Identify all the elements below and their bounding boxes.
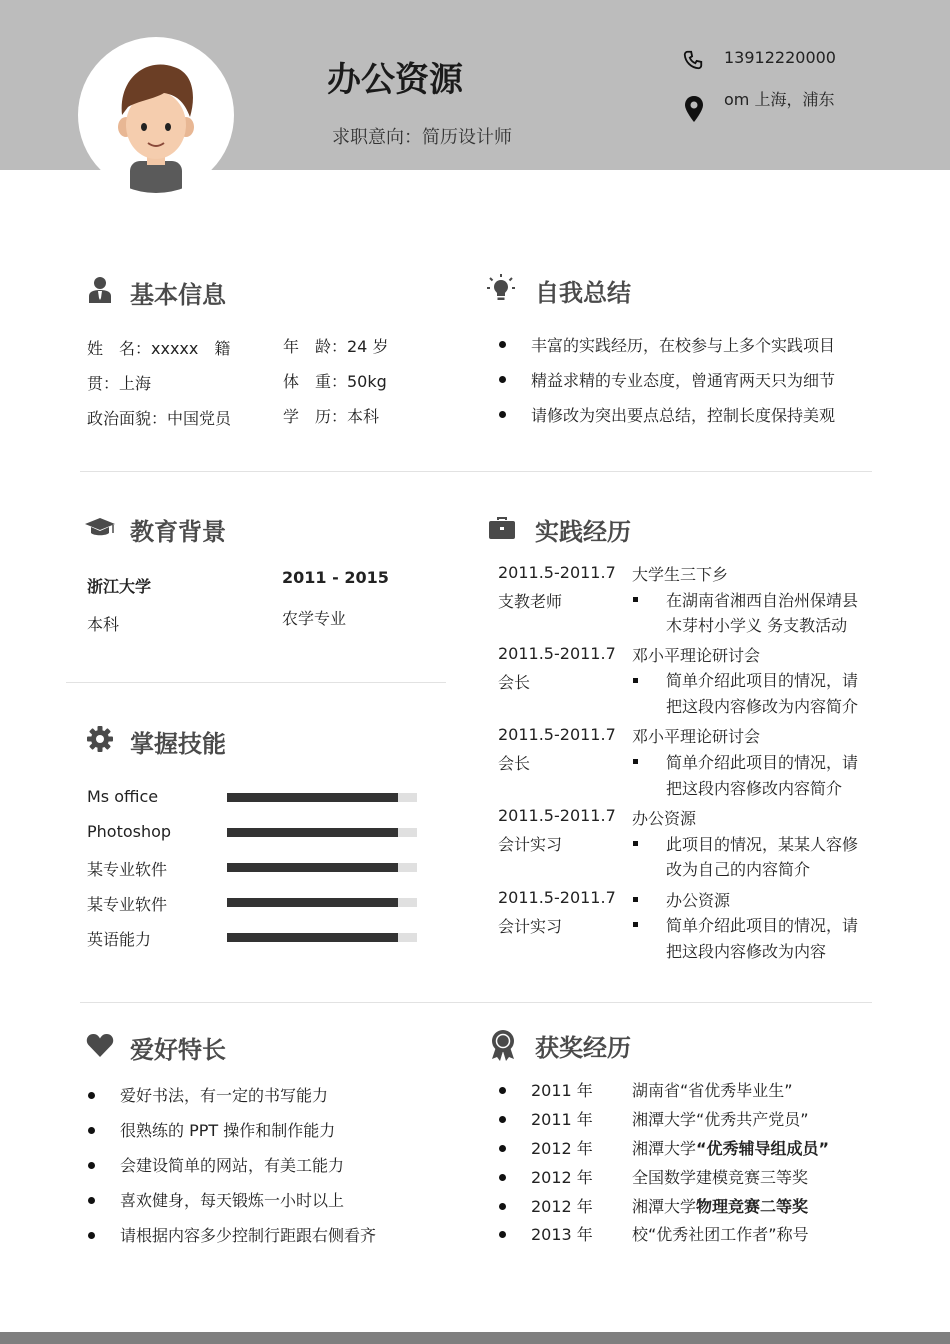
skill-name: 英语能力 (87, 930, 152, 949)
bullet-square (633, 922, 638, 927)
award-text-bold: “优秀辅导组成员” (696, 1139, 830, 1158)
bullet-dot (499, 1203, 506, 1210)
skill-bar-fill (227, 898, 398, 907)
bullet-dot (499, 341, 506, 348)
bullet-square (633, 678, 638, 683)
basic-degree: 学 历：本科 (283, 407, 380, 426)
basic-name-line: 姓 名：xxxxx 籍 (87, 339, 231, 358)
practice-date: 2011.5-2011.7 (498, 888, 616, 907)
award-year: 2011 年 (531, 1081, 593, 1100)
award-text-normal: 湘潭大学 (632, 1197, 697, 1216)
award-text-normal: 湘潭大学 (632, 1139, 697, 1158)
bullet-square (633, 759, 638, 764)
gear-icon (86, 725, 114, 753)
award-year: 2013 年 (531, 1225, 593, 1244)
practice-date: 2011.5-2011.7 (498, 563, 616, 582)
divider (66, 682, 446, 683)
bullet-dot (88, 1162, 95, 1169)
skill-bar-fill (227, 863, 398, 872)
hobby-item: 请根据内容多少控制行距跟右侧看齐 (120, 1226, 377, 1245)
award-text (632, 1136, 829, 1159)
section-title-practice: 实践经历 (535, 518, 631, 546)
award-medal-icon (489, 1029, 517, 1057)
skill-name: 某专业软件 (87, 895, 168, 914)
practice-role: 支教老师 (498, 592, 563, 611)
section-title-skills: 掌握技能 (130, 730, 226, 758)
bullet-dot (499, 1145, 506, 1152)
section-title-awards: 获奖经历 (535, 1034, 631, 1062)
section-title-hobbies: 爱好特长 (130, 1036, 226, 1064)
practice-desc: 此项目的情况，某某人容修 (666, 835, 859, 854)
award-year: 2012 年 (531, 1197, 593, 1216)
award-text-bold: 物理竞赛二等奖 (696, 1197, 809, 1216)
practice-desc: 改为自己的内容简介 (666, 860, 811, 879)
practice-role: 会长 (498, 673, 531, 692)
graduation-cap-icon (84, 514, 116, 542)
education-major: 农学专业 (282, 609, 347, 628)
practice-date: 2011.5-2011.7 (498, 725, 616, 744)
education-school: 浙江大学 (87, 577, 152, 596)
award-text (632, 1107, 809, 1130)
bullet-dot (499, 1174, 506, 1181)
award-text (632, 1222, 809, 1245)
phone-number: 13912220000 (724, 48, 836, 67)
section-title-education: 教育背景 (130, 518, 226, 546)
section-title-summary: 自我总结 (535, 279, 631, 307)
practice-role: 会长 (498, 754, 531, 773)
location-pin-icon (684, 95, 704, 127)
skill-name: 某专业软件 (87, 860, 168, 879)
practice-date: 2011.5-2011.7 (498, 806, 616, 825)
practice-role: 会计实习 (498, 917, 563, 936)
practice-desc: 把这段内容修改内容简介 (666, 779, 843, 798)
avatar (78, 37, 234, 193)
award-text (632, 1165, 808, 1188)
bullet-dot (88, 1232, 95, 1239)
award-year: 2012 年 (531, 1139, 593, 1158)
practice-desc: 简单介绍此项目的情况，请 (666, 753, 859, 772)
lightbulb-icon (486, 273, 514, 301)
skill-bar (227, 898, 417, 907)
job-intent: 求职意向：简历设计师 (332, 127, 512, 148)
person-icon (86, 276, 114, 304)
skill-bar (227, 933, 417, 942)
basic-hometown-line: 贯：上海 (87, 374, 152, 393)
practice-desc: 简单介绍此项目的情况，请 (666, 916, 859, 935)
award-text (632, 1078, 793, 1101)
practice-title: 办公资源 (666, 891, 731, 910)
skill-bar (227, 828, 417, 837)
practice-desc: 把这段内容修改为内容简介 (666, 697, 859, 716)
bullet-dot (499, 1116, 506, 1123)
hobby-item: 喜欢健身，每天锻炼一小时以上 (120, 1191, 345, 1210)
bullet-square (633, 841, 638, 846)
skill-bar (227, 793, 417, 802)
award-text (632, 1194, 808, 1217)
bullet-dot (88, 1092, 95, 1099)
hobby-item: 会建设简单的网站，有美工能力 (120, 1156, 345, 1175)
practice-title: 办公资源 (632, 809, 697, 828)
summary-item: 丰富的实践经历，在校参与上多个实践项目 (531, 336, 836, 355)
bullet-dot (499, 376, 506, 383)
divider (80, 1002, 872, 1003)
practice-role: 会计实习 (498, 835, 563, 854)
phone-icon (682, 49, 704, 75)
resume-name: 办公资源 (327, 60, 463, 100)
award-year: 2011 年 (531, 1110, 593, 1129)
heart-icon (86, 1032, 114, 1060)
practice-desc: 把这段内容修改为内容 (666, 942, 827, 961)
practice-desc: 木芽村小学义 务支教活动 (666, 616, 848, 635)
practice-title: 大学生三下乡 (632, 565, 729, 584)
education-level: 本科 (87, 615, 120, 634)
practice-title: 邓小平理论研讨会 (632, 727, 761, 746)
award-text-normal: 湘潭大学“优秀共产党员” (632, 1110, 809, 1129)
hobby-item: 很熟练的 PPT 操作和制作能力 (120, 1121, 336, 1140)
bullet-dot (499, 411, 506, 418)
bullet-dot (499, 1087, 506, 1094)
divider (80, 471, 872, 472)
skill-bar-fill (227, 933, 398, 942)
bullet-dot (88, 1127, 95, 1134)
bullet-square (633, 897, 638, 902)
award-text-normal: 湖南省“省优秀毕业生” (632, 1081, 793, 1100)
skill-name: Photoshop (87, 822, 172, 841)
location-text: om 上海，浦东 (724, 90, 835, 109)
basic-weight: 体 重：50kg (283, 372, 387, 391)
skill-bar (227, 863, 417, 872)
skill-bar-fill (227, 828, 398, 837)
bullet-square (633, 597, 638, 602)
award-text-normal: 全国数学建模竞赛三等奖 (632, 1168, 809, 1187)
education-years: 2011 - 2015 (282, 568, 389, 587)
section-title-basic: 基本信息 (130, 281, 226, 309)
practice-desc: 简单介绍此项目的情况，请 (666, 671, 859, 690)
bullet-dot (499, 1231, 506, 1238)
basic-age: 年 龄：24 岁 (283, 337, 389, 356)
practice-date: 2011.5-2011.7 (498, 644, 616, 663)
footer-band (0, 1332, 950, 1344)
hobby-item: 爱好书法，有一定的书写能力 (120, 1086, 329, 1105)
briefcase-icon (488, 516, 516, 544)
practice-title: 邓小平理论研讨会 (632, 646, 761, 665)
award-text-normal: 校“优秀社团工作者”称号 (632, 1225, 809, 1244)
skill-bar-fill (227, 793, 398, 802)
summary-item: 精益求精的专业态度，曾通宵两天只为细节 (531, 371, 836, 390)
basic-political-line: 政治面貌：中国党员 (87, 409, 232, 428)
summary-item: 请修改为突出要点总结，控制长度保持美观 (531, 406, 836, 425)
skill-name: Ms office (87, 787, 159, 806)
bullet-dot (88, 1197, 95, 1204)
practice-desc: 在湖南省湘西自治州保靖县 (666, 591, 859, 610)
award-year: 2012 年 (531, 1168, 593, 1187)
